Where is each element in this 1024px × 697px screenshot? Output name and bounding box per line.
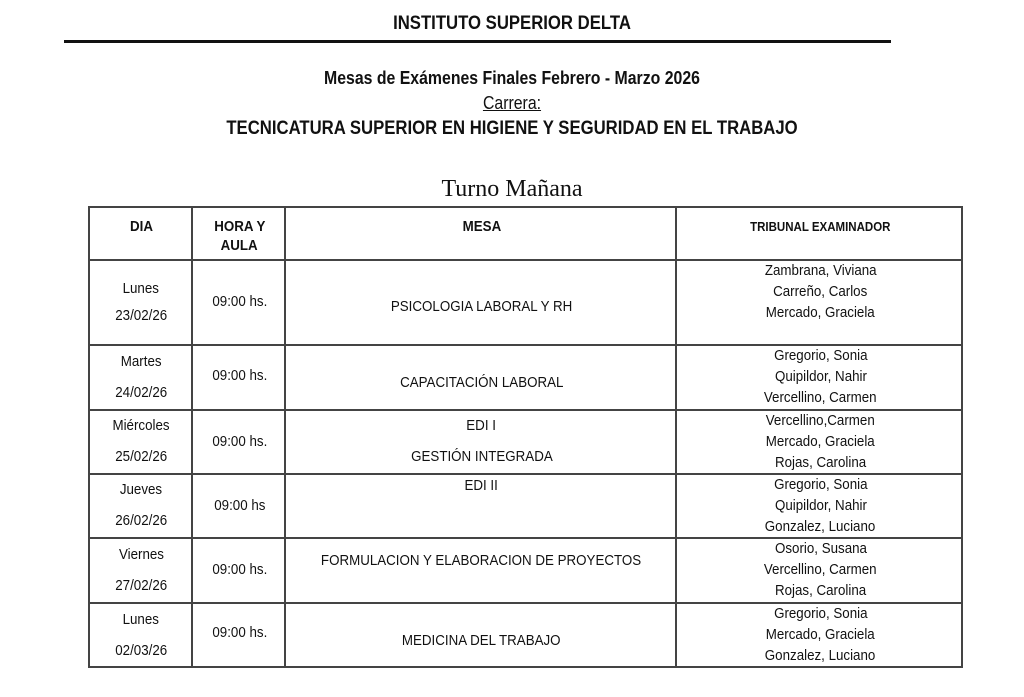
- examiner-name: Quipildor, Nahir: [774, 497, 867, 514]
- exam-time: 09:00 hs.: [212, 562, 267, 578]
- day-name: Viernes: [118, 546, 164, 563]
- day-name: Lunes: [122, 280, 160, 297]
- row-4-tribunal: [678, 475, 963, 537]
- exam-time: 09:00 hs.: [212, 294, 267, 310]
- row-4-hora: [194, 475, 285, 537]
- header-hora-aula: [194, 208, 285, 259]
- subject-name: GESTIÓN INTEGRADA: [410, 449, 553, 465]
- subject-name: EDI II: [464, 478, 499, 494]
- examiner-name: Mercado, Graciela: [766, 433, 875, 450]
- header-mesa: [287, 208, 676, 259]
- subject-name: FORMULACION Y ELABORACION DE PROYECTOS: [321, 553, 642, 569]
- row-2-tribunal: [678, 346, 963, 409]
- row-1-mesa: [287, 261, 676, 344]
- examiner-name: Vercellino, Carmen: [764, 562, 877, 578]
- header-tribunal-label: TRIBUNAL EXAMINADOR: [750, 220, 891, 234]
- row-3-hora: [194, 411, 285, 473]
- subject-name: CAPACITACIÓN LABORAL: [399, 375, 564, 391]
- row-4-dia: [90, 475, 192, 537]
- exam-date: 25/02/26: [115, 449, 167, 465]
- row-1-dia: [90, 261, 192, 344]
- row-6-hora: [194, 604, 285, 667]
- row-3-dia: [90, 411, 192, 473]
- day-name: Jueves: [119, 482, 163, 498]
- row-2-dia: [90, 346, 192, 409]
- examiner-name: Osorio, Susana: [774, 541, 867, 557]
- row-2-hora: [194, 346, 285, 409]
- exam-date: 23/02/26: [115, 307, 167, 324]
- day-name: Lunes: [122, 611, 160, 628]
- exam-date: 24/02/26: [115, 384, 167, 401]
- exam-time: 09:00 hs: [213, 497, 266, 514]
- subject-name: MEDICINA DEL TRABAJO: [402, 633, 561, 649]
- day-name: Miércoles: [112, 418, 170, 434]
- header-mesa-label: MESA: [462, 219, 501, 235]
- row-2-mesa: [287, 346, 676, 409]
- header-dia: [90, 208, 192, 259]
- row-1-tribunal: [678, 261, 963, 344]
- exam-date: 26/02/26: [115, 513, 167, 529]
- row-4-mesa: [287, 475, 676, 537]
- examiner-name: Mercado, Graciela: [766, 305, 875, 321]
- row-5-tribunal: [678, 539, 963, 602]
- header-dia-label: DIA: [129, 219, 153, 235]
- exam-date: 27/02/26: [115, 577, 167, 594]
- subject-name: EDI I: [466, 418, 497, 434]
- exam-time: 09:00 hs.: [212, 368, 267, 384]
- carrera-label-text: Carrera:: [482, 93, 542, 113]
- row-5-hora: [194, 539, 285, 602]
- institution-title: INSTITUTO SUPERIOR DELTA: [393, 13, 631, 34]
- row-3-mesa: [287, 411, 676, 473]
- subject-name: PSICOLOGIA LABORAL Y RH: [390, 299, 573, 315]
- examiner-name: Gregorio, Sonia: [773, 606, 868, 622]
- carrera-name: TECNICATURA SUPERIOR EN HIGIENE Y SEGURIDAD EN EL TRABAJO: [226, 118, 798, 139]
- row-1-hora: [194, 261, 285, 344]
- header-hora-label: HORA Y: [213, 219, 266, 235]
- examiner-name: Gonzalez, Luciano: [765, 518, 876, 535]
- examiner-name: Vercellino, Carmen: [764, 390, 877, 406]
- row-6-tribunal: [678, 604, 963, 667]
- header-aula-label: AULA: [220, 238, 259, 254]
- header-divider: [64, 40, 891, 43]
- examiner-name: Gonzalez, Luciano: [765, 648, 876, 664]
- row-5-dia: [90, 539, 192, 602]
- carrera-label: [61, 93, 962, 114]
- examiner-name: Rojas, Carolina: [774, 583, 867, 599]
- row-5-mesa: [287, 539, 676, 602]
- row-6-dia: [90, 604, 192, 667]
- turno-title: Turno Mañana: [441, 176, 583, 202]
- examiner-name: Vercellino,Carmen: [765, 412, 875, 429]
- examiner-name: Gregorio, Sonia: [773, 476, 868, 493]
- examiner-name: Gregorio, Sonia: [773, 348, 868, 364]
- examiner-name: Carreño, Carlos: [773, 284, 868, 300]
- examiner-name: Quipildor, Nahir: [774, 369, 867, 385]
- exam-date: 02/03/26: [115, 642, 167, 659]
- exam-period-title: Mesas de Exámenes Finales Febrero - Marzo 2026: [324, 68, 700, 88]
- row-6-mesa: [287, 604, 676, 667]
- day-name: Martes: [120, 353, 162, 370]
- header-tribunal: [678, 208, 963, 259]
- exam-time: 09:00 hs.: [212, 625, 267, 641]
- row-3-tribunal: [678, 411, 963, 473]
- examiner-name: Zambrana, Viviana: [764, 263, 877, 279]
- examiner-name: Mercado, Graciela: [766, 627, 875, 643]
- exam-time: 09:00 hs.: [212, 433, 267, 450]
- examiner-name: Rojas, Carolina: [774, 454, 867, 471]
